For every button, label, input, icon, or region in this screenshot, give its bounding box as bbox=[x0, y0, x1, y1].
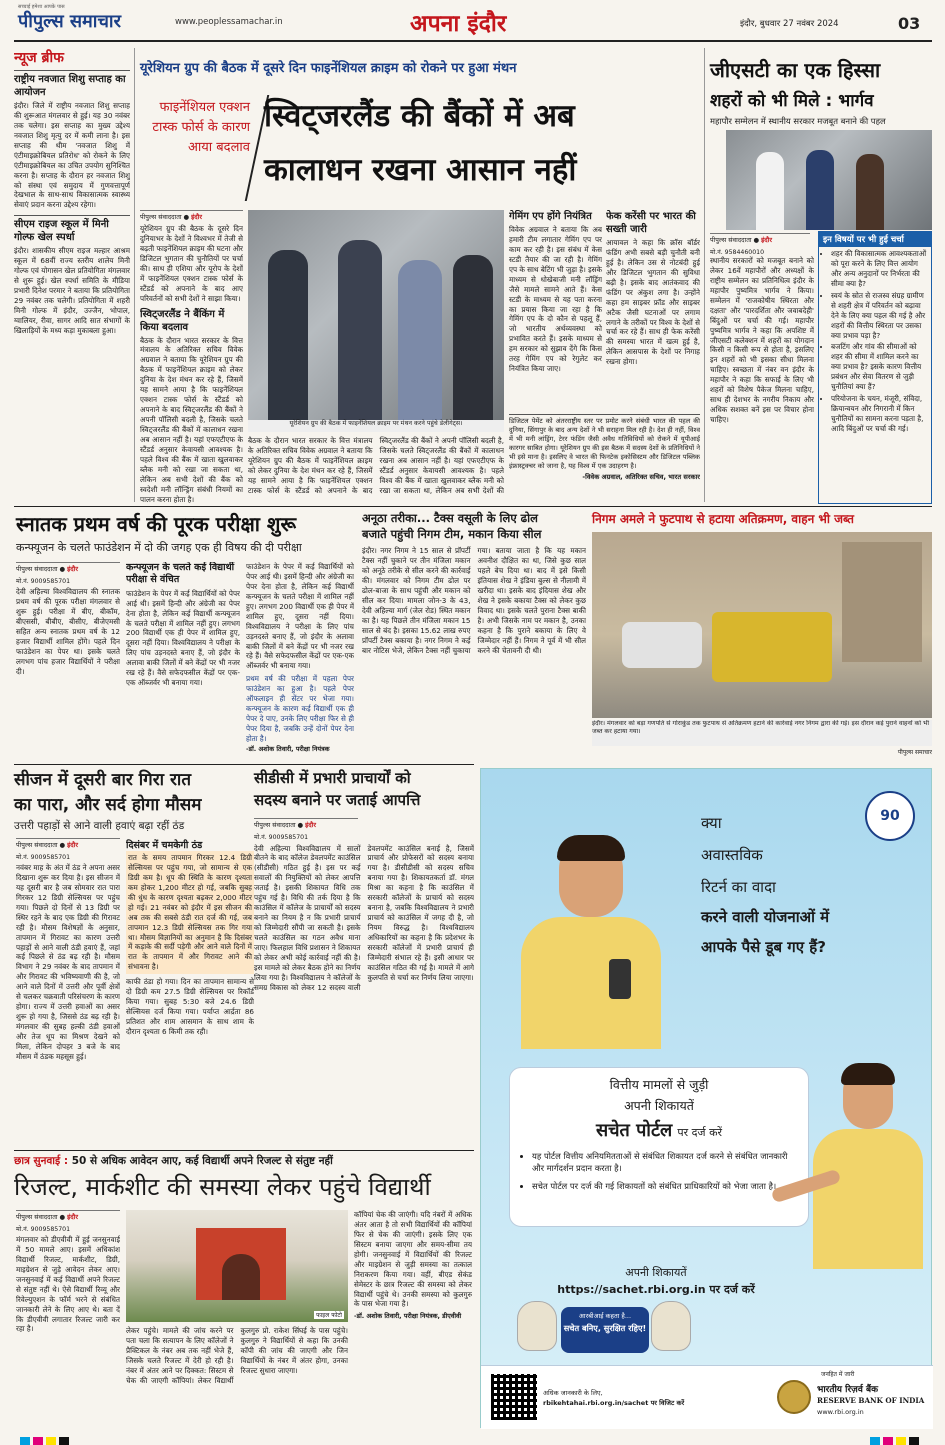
rbi-name-english: RESERVE BANK OF INDIA bbox=[817, 1396, 925, 1405]
photo-truck bbox=[712, 612, 832, 682]
sachet-box-line3-wrap bbox=[520, 1118, 798, 1142]
section-rule bbox=[14, 1150, 474, 1151]
sachet-bullets bbox=[520, 1150, 798, 1193]
main-story-quote-box bbox=[509, 414, 700, 504]
main-story-quote: डिजिटल पेमेंट को अंतरराष्ट्रीय स्तर पर प्रमोट करने संबंधी भारत की पहल की दुनिया, सिंगापुर के बाद अन्य देशों ने भी सराहना मिल रही है। देश ही नहीं, विश्व में भी मनी लांड्रिंग, टेरर फंडिंग जैसी अवैध गतिविधियों को रोकने में यूपीआई कारगर साबित होगा। यूरेशियन ग्रुप की इस बैठक में सदस्य देशों के प्रतिनिधियों ने भी इसे माना है। इसलिए वे भारत की फिनटेक इकोसिस्टम और डिजिटल पब्लिक इंफ्रास्ट्रक्चर को जाना है, यह विश्व में एक उदाहरण है। bbox=[509, 417, 700, 471]
section-rule bbox=[14, 764, 474, 765]
gst-topics-list bbox=[819, 247, 931, 434]
money-bag-right-icon bbox=[651, 1301, 691, 1351]
registration-marks-right bbox=[870, 1432, 922, 1445]
tax-body: इंदौर। नगर निगम ने 15 साल से प्रॉपर्टी टैक्स नहीं चुकाने पर तीन मंजिला मकान को अनूठे तरीके से सील करने की कार्रवाई की। मंगलवार को निगम टीम ढोल पर ढोल-बाजा के साथ पहुंची और मकान को सील कर दिया। मामला जोन-3 के 43, देवी अहिल्या मार्ग (जेल रोड) स्थित मकान का है। यह पिछले तीन मंजिला मकान 15 साल से बंद है। इसका 15.62 लाख रुपए प्रॉपर्टी टैक्स बकाया है। नगर निगम ने कई बार नोटिस भेजे, लेकिन टैक्स नहीं चुकाया गया। बताया जाता है कि यह मकान अवनीश दौक्षित का था, जिसे कुछ साल पहले बेच दिया था। बाद में इसे किसी इंतियास शेख ने इंडिया बुल्स से नीलामी में खरीदा था। इसके बाद इंदियास शेख और शेख ने इसके बकाया टैक्स को लेकर कुछ विवाद था। इसके चलते पुराना टैक्स बाकी है। अभी जिसके नाम पर मकान है, उनका कहना है कि पुराने बकाया के लिए वे जिम्मेदार नहीं हैं। निगम ने पूर्व में भी सील करने की चेतावनी दी थी। bbox=[362, 546, 586, 655]
news-brief-body-1: इंदौर। जिले में राष्ट्रीय नवजात शिशु सप्ताह की शुरूआत मंगलवार से हुई। यह 30 नवंबर तक चलेगा। इस सप्ताह का मुख्य उद्देश्य नवजात शिशु मृत्यु दर में कमी लाना है। इस सप्ताह की थीम 'नवजात शिशु में एंटीमाइक्रोबियल प्रतिरोध' को रोकने के लिए एंटीमाइक्रोबियल का उचित उपयोग सुनिश्चित करना है। सप्ताह के दौरान हर नवजात शिशु को संस्था एवं समुदाय में गुणवत्तापूर्ण देखभाल के साथ-साथ विकासात्मक स्वास्थ्य सेवाएं प्रदान करना उद्देश्य रहेगा। bbox=[14, 101, 130, 210]
news-brief-title-2: सीएम राइज स्कूल में मिनी गोल्फ खेल स्पर्धा bbox=[14, 215, 130, 244]
main-story-byline: पीपुल्स संवाददाता ● इंदौर bbox=[140, 210, 243, 221]
section-rule bbox=[14, 506, 932, 507]
rbi-url[interactable]: www.rbi.org.in bbox=[817, 1408, 864, 1416]
syndicate-story bbox=[254, 768, 474, 1148]
gst-topic-item: • शहर की विकासात्मक आवश्यकताओं को पूरा करने के लिए वित्त आयोग और अन्य अनुदानों पर निर्भरता की सीमा क्या है? bbox=[831, 249, 929, 289]
main-story-body2: विवेक अग्रवाल ने बताया कि अब हमारी टीम लगातार गेमिंग एप पर काम कर रही है। इस संबंध में केस स्टडी तैयार की जा रही है। गेमिंग एप के साथ बेटिंग भी जुड़ा है। इसके माध्यम से धोखेबाजी मनी लॉड्रिंग जैसे मामले सामने आते हैं। केस स्टडी के माध्यम से यह पता करना का प्रयास किया जा रहा है कि गेमिंग एप के दो कौन से पहलू हैं, जो भारतीय अर्थव्यवस्था को प्रभावित करते हैं। इसके माध्यम से हम सरकार को सुझाव देंगे कि किस तरह गेमिंग एप को रेगुलेट कर नियंत्रित किया जाए। bbox=[509, 225, 602, 374]
ad-footer-url[interactable]: rbikehtahai.rbi.org.in/sachet पर विजिट करें bbox=[543, 1399, 685, 1407]
main-story-intro: यूरेशियन ग्रुप की बैठक के दूसरे दिन दुनियाभर के देशों ने विश्वभर में तेजी से बढ़ती फाइनेंशियल क्राइम की घटना और डिजिटल भुगतान की चुनौतियों पर चर्चा की। साथ ही एशिया और यूरोप के देशों में फाइनेंशियल एक्शन टास्क फोर्स के स्टैंडर्ड को अपनाने के बाद आए परिवर्तनों को सभी देशों ने साझा किया। bbox=[140, 224, 243, 303]
weather-body2: काफी ठंडा हो गया। दिन का तापमान सामान्य से दो डिग्री कम 27.5 डिग्री सेल्सियस पर रिकॉर्ड किया गया। सुबह 5:30 बजे 24.6 डिग्री सेल्सियस दर्ज किया गया। पर्याप्त आर्द्रता 86 प्रतिशत और शाम आसमान के साथ शाम के दौरान दृश्यता 6 किमी तक रही। bbox=[126, 977, 254, 1036]
news-brief-body-2: इंदौर। शासकीय सीएम राइज मल्हार आश्रम स्कूल में 68वीं राज्य स्तरीय शालेय मिनी गोल्फ एवं योगासन खेल प्रतियोगिता मंगलवार से शुरू हुई। खेल स्पर्धा समिति के मीडिया प्रभारी दिनेश परमार ने बताया कि प्रतियोगिता 29 नवंबर तक चलेगी। प्रतियोगिता में शहरी मिनी गोल्फ में इंदौर, उज्जैन, भोपाल, ग्वालियर, रीवा, सागर आदि सात संभागों के खिलाड़ियों के मध्य कड़ा मुकाबला हुआ। bbox=[14, 246, 130, 335]
exam-col3 bbox=[246, 562, 354, 758]
exam-body2: फाउंडेशन के पेपर में कई विद्यार्थियों को पेपर आई थी। इसमें हिन्दी और अंग्रेजी का पेपर देना होता है, लेकिन कई विद्यार्थी कन्फ्यूजन के चलते परीक्षा में शामिल नहीं हुए। लगभग 200 विद्यार्थी एक ही पेपर में शामिल हुए, दूसरा नहीं दिया। विश्वविद्यालय ने परीक्षा के लिए पांच उड़नदस्ते बनाए हैं, जो इंदौर के अलावा बाकी जिलों में बने केंद्रों पर भी नजर रख रहे हैं। वैसे सफेदफसील केंद्रों पर एक-एक ऑब्जर्वर भी बनाया गया। bbox=[126, 588, 240, 688]
main-story-body1-start: बैठक के दौरान भारत सरकार के वित्त मंत्रालय के अतिरिक्त सचिव विवेक अग्रवाल ने बताया कि यूरेशियन ग्रुप की बैठक में फाइनेंशियल क्राइम को लेकर दुनिया के देश मंथन कर रहे हैं, जिसमें यह सामने आया है कि फाइनेंशियल एक्शन टास्क फोर्स के स्टैंडर्ड को अपनाने के बाद स्विट्जरलैंड की बैंकों ने अपनी पॉलिसी बदली है, जिसके चलते स्विट्जरलैंड की बैंकों में कालाधन रखना अब आसान नहीं है। यहां एफएटीएफ के स्टैंडर्ड अनुसार केवायसी आवश्यक है। पहले विश्व की बैंक में खाता खुलवाकर ब्लैक मनी को रखा जा सकता था, लेकिन अब सभी देशों की बैंक को स्वदेशी मनी लॉन्ड्रिंग संबंधी नियमों का पालन करना होता है। bbox=[140, 335, 243, 504]
gst-deck: महापौर सम्मेलन में स्थानीय सरकार मजबूत बनाने की पहल bbox=[710, 116, 886, 126]
exam-quote: प्रथम वर्ष की परीक्षा में पहला पेपर फाउंडेशन का हुआ है। पहले पेपर ऑफलाइन ही सेंटर पर भेजा गया। कन्फ्यूजन के कारण कई विद्यार्थी एक ही पेपर दे पाए, उनके लिए परीक्षा फिर से ही पेपर दिया है, जबकि उन्हें दोनों पेपर देना होता है। bbox=[246, 674, 354, 743]
qr-code-icon bbox=[491, 1374, 537, 1420]
ad-footer-info: अधिक जानकारी के लिए, bbox=[543, 1389, 603, 1397]
man-shirt bbox=[521, 917, 661, 1049]
exam-sub: कन्फ्यूजन के चलते कई विद्यार्थी परीक्षा से वंचित bbox=[126, 562, 235, 586]
section-title: अपना इंदौर bbox=[410, 11, 507, 37]
main-story-kicker: यूरेशियन ग्रुप की बैठक में दूसरे दिन फाइनेंशियल क्राइम को रोकने पर हुआ मंथन bbox=[140, 61, 517, 76]
sachet-bullet-2: • सचेत पोर्टल पर दर्ज की गई शिकायतों को संबंधित प्राधिकारियों को भेजा जाता है। bbox=[532, 1180, 798, 1192]
sachet-portal-name: सचेत पोर्टल bbox=[595, 1120, 673, 1141]
color-mark-cyan bbox=[20, 1437, 30, 1445]
encroach-headline: निगम अमले ने फुटपाथ से हटाया अतिक्रमण, वाहन भी जब्त bbox=[592, 512, 854, 526]
column-divider bbox=[134, 48, 135, 502]
color-mark-yellow bbox=[896, 1437, 906, 1445]
exam-story bbox=[14, 510, 354, 758]
weather-col2 bbox=[126, 838, 254, 1148]
color-mark-yellow bbox=[46, 1437, 56, 1445]
main-story-sub2: गेमिंग एप होंगे नियंत्रित bbox=[509, 211, 592, 222]
news-brief-title-1: राष्ट्रीय नवजात शिशु सप्ताह का आयोजन bbox=[14, 70, 130, 99]
gst-byline-line: पीपुल्स संवाददाता ● इंदौर bbox=[710, 233, 810, 244]
delegates-photo-caption: यूरेशियन ग्रुप की बैठक में फाइनेंशियल क्राइम पर मंथन करने पहुंचे डेलीगेट्स। bbox=[248, 420, 504, 432]
exam-byline-mobile: मो.नं. 9009585701 bbox=[16, 578, 71, 585]
result-byline: पीपुल्स संवाददाता ● इंदौर bbox=[16, 1210, 120, 1221]
exam-headline: स्नातक प्रथम वर्ष की पूरक परीक्षा शुरू bbox=[16, 512, 297, 536]
tax-headline-line1: अनूठा तरीका... टैक्स वसूली के लिए ढोल bbox=[362, 511, 538, 525]
color-mark-cyan bbox=[870, 1437, 880, 1445]
main-story-body3: आयावल ने कहा कि क्रॉस बॉर्डर फंडिंग अभी सबसे बड़ी चुनौती बनी हुई है। लेकिन उस से नोटबंदी हुई और डिजिटल भुगतान की सुविधा बढ़ी है। इसके बाद आतंकवाद की फंडिंग पर अंकुश लगा है। उन्होंने कहा हम साइबर फ्रॉड और साइबर अटैक जैसी घटनाओं पर लगाम लगाने के तरीकों पर विश्व के देशों से चर्चा कर रहे हैं। साथ ही फेक करेंसी की समस्या भारत में खत्म हुई है, लेकिन आसपास के देशों पर निगाह रखना होगा। bbox=[606, 238, 700, 367]
result-kicker-label: छात्र सुनवाई : bbox=[14, 1155, 69, 1167]
syndicate-body: देवी अहिल्या विश्वविद्यालय में सालों बीतने के बाद कॉलेज डेवलपमेंट काउंसिल (सीडीसी) गठित हुई है। इस पर कई सवालों की नियुक्तियों को लेकर आपत्ति जताई है। इसकी शिकायत विधि तक पहुंच गई है। विधि की तर्क दिया है कि काउंसिल में कॉलेज के प्राचार्यों को सदस्य बनाने का नियम है न कि प्रभारी प्राचार्य को जिम्मेदारी सौंपी जा सकती है। इसके चलते काउंसिल का गठन अवैध माना जाए। फिलहाल विधि प्रशासन ने शिकायत को लेकर अभी कोई कार्रवाई नहीं की है। इस मामले को लेकर बैठक होने का निर्णय लिया गया है। विश्वविद्यालय ने कॉलेजों के समग्र विकास को लेकर 12 सदस्य वाली डेवलपमेंट काउंसिल बनाई है, जिसमें प्राचार्य और प्रोफेसरों को सदस्य बनाया गया है। डीसीडीसी को सदस्य सचिव बनाया गया है। शिकायतकर्ता डॉ. मंगल मिश्रा का कहना है कि काउंसिल में सरकारी कॉलेजों के प्राचार्य को सदस्य बनाना है, जबकि विश्वविद्यालय ने प्रभारी प्राचार्य को काउंसिल में जगह दी है, जो नियम विरुद्ध है। विश्वविद्यालय अधिकारियों का कहना है कि प्रदेशभर के सरकारी कॉलेजों में प्रभारी प्राचार्य ही जिम्मेदारी संभाल रहे हैं। इसी आधार पर काउंसिल गठित की गई है। मामले में आगे कुलपति से चर्चा कर निर्णय लिया जाएगा। bbox=[254, 843, 474, 992]
syndicate-headline-line1: सीडीसी में प्रभारी प्राचार्यों को bbox=[254, 769, 411, 787]
result-body2: लेकर पहुंचे। मामले की जांच करने पर पता चला कि सत्यापन के लिए कॉलेजों ने प्रैक्टिकल के नंबर अब तक नहीं भेजे हैं, जिसके चलते रिजल्ट में देरी हो रही है। नंबर में अंतर आने पर दिक्कत: सिस्टम से चेक की जाएगी कॉपियां। लेकर विद्यार्थी कुलगुरु प्रो. राकेश सिंघई के पास पहुंचे। कुलगुरु ने विद्यार्थियों से कहा कि उनकी कॉपी की जांच की जाएगी और जिन विद्यार्थियों के नंबर में अंतर होगा, उनका रिजल्ट सुधारा जाएगा। bbox=[126, 1326, 348, 1385]
worried-man-illustration bbox=[521, 839, 661, 1049]
sachet-bullet-1: • यह पोर्टल वित्तीय अनियमितताओं से संबंधित शिकायत दर्ज करने से संबंधित जानकारी और मार्गदर्शन प्रदान करता है। bbox=[532, 1150, 798, 1174]
weather-headline-line1: सीजन में दूसरी बार गिरा रात bbox=[14, 770, 192, 790]
gst-body: स्थानीय सरकारों को मजबूत बनाने को लेकर 16वें महापौरों और अध्यक्षों के राष्ट्रीय सम्मेलन का प्रतिनिधित्व इंदौर के महापौर पुष्यमित्र भार्गव ने किया। सम्मेलन में 'राजकोषीय स्थिरता और दक्षता' और 'पारदर्शिता और जवाबदेही' बिंदुओं पर चर्चा की गई। महापौर पुष्यमित्र भार्गव ने कहा कि अपशिष्ट में जीएसटी कलेक्शन में शहरों का योगदान किसी न किसी रूप से होता है, इसलिए इन शहरों को भी इसका सीधा मिलना चाहिए। स्वच्छता में नंबर वन इंदौर के महापौर ने कहा कि सफाई के लिए भी शहरों को विशेष पैकेज मिलना चाहिए, साथ ही देशभर के नगरीय निकाय और अधिक सशक्त बनें इस पर विचार होना चाहिए। bbox=[710, 256, 814, 424]
main-story-body1: बैठक के दौरान भारत सरकार के वित्त मंत्रालय के अतिरिक्त सचिव विवेक अग्रवाल ने बताया कि यूरेशियन ग्रुप की बैठक में फाइनेंशियल क्राइम को लेकर दुनिया के देश मंथन कर रहे हैं, जिसमें यह सामने आया है कि फाइनेंशियल एक्शन टास्क फोर्स के स्टैंडर्ड को अपनाने के बाद स्विट्जरलैंड की बैंकों ने अपनी पॉलिसी बदली है, जिसके चलते स्विट्जरलैंड की बैंकों में कालाधन रखना अब आसान नहीं है। यहां एफएटीएफ के स्टैंडर्ड अनुसार केवायसी आवश्यक है। पहले विश्व की बैंक में खाता खुलवाकर ब्लैक मनी को रखा जा सकता था, लेकिन अब सभी देशों की bbox=[248, 436, 504, 495]
ad-question-line3: रिटर्न का वादा bbox=[701, 878, 776, 896]
tax-story bbox=[362, 510, 586, 758]
weather-byline-mobile: मो.नं. 9009585701 bbox=[16, 854, 71, 861]
photo-figure-3 bbox=[398, 260, 442, 420]
exam-deck: कन्फ्यूजन के चलते फाउंडेशन में दो की जगह एक ही विषय की दी परीक्षा bbox=[16, 541, 302, 554]
column-divider bbox=[704, 48, 705, 502]
university-photo bbox=[126, 1210, 348, 1322]
main-story-col-gaming bbox=[509, 210, 602, 410]
main-story bbox=[140, 48, 700, 504]
registration-marks bbox=[20, 1432, 72, 1445]
money-bag-left-icon bbox=[517, 1301, 557, 1351]
photo-car bbox=[622, 622, 702, 668]
ad-question-line5: आपके पैसे डूब गए हैं? bbox=[701, 938, 826, 956]
man-hair bbox=[557, 835, 625, 861]
encroach-story bbox=[592, 510, 932, 758]
sachet-cta-label: अपनी शिकायतें bbox=[625, 1266, 687, 1279]
main-story-quote-author: -विवेक अग्रवाल, अतिरिक्त सचिव, भारत सरकार bbox=[582, 472, 700, 481]
ad-question bbox=[701, 813, 921, 957]
main-story-col-currency bbox=[606, 210, 700, 410]
encroach-credit: पीपुल्स समाचार bbox=[897, 749, 932, 756]
sachet-box-line3: पर दर्ज करें bbox=[677, 1126, 723, 1139]
result-kicker-text: 50 से अधिक आवेदन आए, कई विद्यार्थी अपने रिजल्ट से संतुष्ट नहीं bbox=[71, 1155, 333, 1167]
man2-shirt bbox=[813, 1129, 923, 1269]
masthead-rule bbox=[14, 40, 932, 42]
photo-figure-2 bbox=[338, 240, 382, 420]
main-story-col1 bbox=[140, 210, 243, 504]
ad-footer bbox=[481, 1365, 933, 1429]
weather-sub: दिसंबर में चमकेगी ठंड bbox=[126, 840, 203, 851]
main-headline-line1: स्विट्जरलैंड की बैंकों में अब bbox=[264, 98, 575, 134]
news-brief-label: न्यूज ब्रीफ bbox=[14, 50, 64, 66]
gst-topics-title: इन विषयों पर भी हुई चर्चा bbox=[819, 232, 931, 247]
page-number: 03 bbox=[898, 14, 921, 33]
ad-question-line4: करने वाली योजनाओं में bbox=[701, 908, 830, 926]
gst-headline-line1: जीएसटी का एक हिस्सा bbox=[710, 58, 881, 82]
color-mark-black bbox=[909, 1437, 919, 1445]
badge-top-text: आरबीआई कहता है... bbox=[578, 1312, 632, 1320]
encroach-photo bbox=[592, 532, 932, 718]
exam-body2-cont: फाउंडेशन के पेपर में कई विद्यार्थियों को पेपर आई थी। इसमें हिन्दी और अंग्रेजी का पेपर देना होता है, लेकिन कई विद्यार्थी कन्फ्यूजन के चलते परीक्षा में शामिल नहीं हुए। लगभग 200 विद्यार्थी एक ही पेपर में शामिल हुए, दूसरा नहीं दिया। विश्वविद्यालय ने परीक्षा के लिए पांच उड़नदस्ते बनाए हैं, जो इंदौर के अलावा बाकी जिलों में बने केंद्रों पर भी नजर रख रहे हैं। वैसे सफेदफसील केंद्रों पर एक-एक ऑब्जर्वर भी बनाया गया। bbox=[246, 562, 354, 671]
exam-col1 bbox=[16, 562, 120, 758]
gst-topics-box bbox=[818, 231, 932, 504]
university-photo-caption: फाइल फोटो bbox=[316, 1312, 342, 1319]
main-headline-line2: कालाधन रखना आसान नहीं bbox=[264, 152, 577, 188]
exam-byline: पीपुल्स संवाददाता ● इंदौर bbox=[16, 562, 120, 573]
phone-icon bbox=[609, 959, 631, 999]
exam-quote-author: -डॉ. अशोक तिवारी, परीक्षा नियंत्रक bbox=[246, 744, 330, 753]
main-story-body1-columns bbox=[248, 436, 504, 504]
encroach-caption: इंदौर। मंगलवार को बड़ा गणपति से गोराकुंड तक फुटपाथ से अतिक्रमण हटाने की कार्रवाई नगर निगम द्वारा की गई। इस दौरान कई पुराने वाहनों को भी जब्त कर हटाया गया। bbox=[592, 720, 932, 746]
gst-byline bbox=[710, 233, 810, 256]
main-story-sub3: फेक करेंसी पर भारत की सख्ती जारी bbox=[606, 211, 696, 235]
gst-headline-line2: शहरों को भी मिले : भार्गव bbox=[710, 91, 874, 111]
website-url: www.peoplessamachar.in bbox=[175, 17, 283, 27]
rbi-name-hindi: भारतीय रिज़र्व बैंक bbox=[817, 1385, 879, 1395]
result-quote-author: -डॉ. अशोक तिवारी, परीक्षा नियंत्रक, डीएवीवी bbox=[354, 1312, 462, 1321]
main-story-sub1: स्विट्जरलैंड ने बैंकिंग में किया बदलाव bbox=[140, 308, 225, 333]
photo-figure-1 bbox=[268, 250, 308, 420]
weather-col1 bbox=[16, 838, 120, 1148]
result-col1 bbox=[16, 1210, 120, 1428]
rbi-90-years-logo: 90 bbox=[865, 791, 915, 841]
rbi-slogan-badge bbox=[561, 1307, 649, 1353]
photo-building bbox=[842, 542, 922, 662]
gst-byline-mobile: मो.नं. 9584460010 bbox=[710, 249, 765, 256]
weather-body: नवंबर माह के अंत में ठंड ने अपना असर दिखाना शुरू कर दिया है। इस सीजन में यह दूसरी बार है जब सोमवार रात पारा गिरकर 12 डिग्री सेल्सियस पर पहुंच गया। पिछले दो दिनों से 13 डिग्री पर स्थिर रहने के बाद एक डिग्री की गिरावट रही है। मौसम विशेषज्ञों के अनुसार, तापमान में गिरावट का कारण उत्तरी पहाड़ों से आने वाली ठंडी हवाएं हैं, जहां कई पिछले से ठंड बढ़ रही है। मौसम विभाग ने 29 नवंबर के बाद तापमान में और गिरावट की भविष्यवाणी की है, जो आने वाले दिनों में उत्तरी और पूर्वी क्षेत्रों से चलकर चक्रवाती परिसंचरण के कारण होगा। राज्य में उत्तरी हवाओं का असर शुरू हो गया है, जिससे ठंड बढ़ रही है। मंगलवार की सुबह हल्की ठंडी हवाओं और तेज धूप का मिश्रण देखने को मिला, लेकिन दोपहर 3 बजे के बाद मौसम में ठंडक महसूस हुई। bbox=[16, 863, 120, 1061]
mayors-conference-photo bbox=[726, 130, 932, 230]
newspaper-logo: पीपुल्स समाचार bbox=[18, 11, 121, 32]
ad-question-line1: क्या bbox=[701, 814, 722, 832]
news-brief-column bbox=[14, 48, 130, 502]
rbi-issuer-note: जनहित में जारी bbox=[821, 1371, 855, 1378]
pointing-man-illustration bbox=[791, 1039, 923, 1269]
rbi-seal-icon bbox=[777, 1380, 811, 1414]
ad-question-line2: अवास्तविक bbox=[701, 846, 763, 864]
photo-gate-arch bbox=[222, 1254, 260, 1300]
result-headline: रिजल्ट, मार्कशीट की समस्या लेकर पहुंचे विद्यार्थी bbox=[14, 1173, 431, 1201]
gst-topic-item: • परियोजना के चयन, मंजूरी, संविदा, क्रियान्वयन और निगरानी में किन चुनौतियों का सामना करना पड़ता है, आदि बिंदुओं पर चर्चा की गई। bbox=[831, 394, 929, 434]
masthead bbox=[0, 0, 945, 42]
tax-body-columns bbox=[362, 546, 586, 754]
color-mark-black bbox=[59, 1437, 69, 1445]
color-mark-magenta bbox=[883, 1437, 893, 1445]
exam-body: देवी अहिल्या विश्वविद्यालय की स्नातक प्रथम वर्ष की पूरक परीक्षा मंगलवार से शुरू हुई। परीक्षा में बीए, बीकॉम, बीएससी, बीबीए, बीसीए, बीजेएमसी सहित अन्य स्नातक प्रथम वर्ष के 12 हजार विद्यार्थी शामिल होंगे। पहले दिन फाउंडेशन का पेपर था। इसके चलते लगभग पांच हजार विद्यार्थियों ने परीक्षा दी। bbox=[16, 587, 120, 676]
photo-figure-4 bbox=[453, 255, 493, 420]
dateline: इंदौर, बुधवार 27 नवंबर 2024 bbox=[740, 19, 839, 29]
weather-byline: पीपुल्स संवाददाता ● इंदौर bbox=[16, 838, 120, 849]
gst-topic-item: • स्वयं के स्रोत से राजस्व संग्रह ग्रामीण से शहरी क्षेत्र में परिवर्तन को बढ़ावा देने के लिए क्या पहल की गई है और शहरों की वित्तीय स्थिरता पर उसका क्या प्रभाव पड़ा है? bbox=[831, 291, 929, 341]
sachet-box-line1: वित्तीय मामलों से जुड़ी bbox=[609, 1077, 709, 1092]
sachet-box-line2: अपनी शिकायतें bbox=[624, 1098, 694, 1113]
weather-deck: उत्तरी पहाड़ों से आने वाली हवाएं बढ़ा रहीं ठंड bbox=[14, 820, 185, 833]
badge-main-text: सचेत बनिए, सुरक्षित रहिए! bbox=[563, 1323, 647, 1333]
rbi-advertisement bbox=[480, 768, 932, 1428]
delegates-photo bbox=[248, 210, 504, 420]
syndicate-body-columns bbox=[254, 844, 474, 1144]
syndicate-byline: पीपुल्स संवाददाता ● इंदौर bbox=[254, 818, 358, 829]
photo-figure-mayor bbox=[756, 152, 784, 230]
sachet-info-box bbox=[509, 1067, 809, 1227]
result-kicker bbox=[14, 1154, 474, 1168]
sachet-cta bbox=[511, 1265, 801, 1297]
man2-hair bbox=[841, 1063, 895, 1085]
sachet-cta-url[interactable]: https://sachet.rbi.org.in पर दर्ज करें bbox=[557, 1283, 755, 1296]
result-body3: कॉपियां चेक की जाएंगी। यदि नंबरों में अधिक अंतर आता है तो सभी विद्यार्थियों की कॉपियां फिर से चेक की जाएंगी। इसके लिए एक सिस्टम बनाया जाएगा और समय-सीमा तय होगी। जनसुनवाई में विद्यार्थियों की रिजल्ट और माइग्रेशन से जुड़ी समस्या का तत्काल निराकरण किया गया। वहीं, बीएड सेकंड सेमेस्टर के छात्र रिजल्ट की समस्या को लेकर विद्यार्थी पहुंचे थे। उनकी समस्या को कुलगुरु के पास भेजा गया है। bbox=[354, 1210, 472, 1309]
exam-col2 bbox=[126, 562, 240, 758]
photo-figure-6 bbox=[856, 154, 884, 230]
result-body: मंगलवार को डीएवीवी में हुई जनसुनवाई में 50 मामले आए। इसमें अधिकांश विद्यार्थी रिजल्ट, मार्कशीट, डिग्री, माइग्रेशन से जुड़े आवेदन लेकर आए। जनसुनवाई में कई विद्यार्थी अपने रिजल्ट से संतुष्ट नहीं थे। ऐसे विद्यार्थी रिव्यू और रिवेल्युएशन के फॉर्म भरने से संबंधित जानकारी लेने के लिए आए थे। बता दें कि डीएवीवी लगातार रिजल्ट जारी कर रहा है। bbox=[16, 1235, 120, 1334]
syndicate-byline-mobile: मो.नं. 9009585701 bbox=[254, 833, 309, 841]
weather-story bbox=[14, 768, 254, 1148]
result-byline-mobile: मो.नं. 9009585701 bbox=[16, 1226, 71, 1233]
weather-headline-line2: का पारा, और सर्द होगा मौसम bbox=[14, 794, 202, 815]
syndicate-headline-line2: सदस्य बनाने पर जताई आपत्ति bbox=[254, 790, 421, 809]
result-body2-columns bbox=[126, 1326, 348, 1428]
main-story-side-deck: फाइनेंशियल एक्शन टास्क फोर्स के कारण आया बदलाव bbox=[152, 100, 250, 156]
gst-story bbox=[708, 48, 932, 504]
result-col4 bbox=[354, 1210, 472, 1428]
weather-sub-body: रात के समय तापमान गिरकर 12.4 डिग्री सेल्सियस पर पहुंच गया, जो सामान्य से एक डिग्री कम है। धूप की स्थिति के कारण दृश्यता कम होकर 1,200 मीटर हो गई, जबकि सुबह की धुंध के कारण दृश्यता बढ़कर 2,000 मीटर हो गई। 21 नवंबर को इंदौर में इस सीजन की अब तक की सबसे ठंडी रात दर्ज की गई, जब तापमान 12.3 डिग्री सेल्सियस तक गिर गया था। मौसम विज्ञानियों का अनुमान है कि दिसंबर में कड़ाके की सर्दी पड़ेगी और आने वाले दिनों में रात के तापमान में और गिरावट आने की संभावना है। bbox=[126, 851, 254, 974]
tax-headline-line2: बजाते पहुंची निगम टीम, मकान किया सील bbox=[362, 527, 542, 542]
newspaper-tagline: सच्चाई हमेशा आपके पास bbox=[18, 4, 65, 10]
gst-topic-item: • बजटिंग और गांव की सीमाओं को शहर की सीमा में शामिल करने का क्या प्रभाव है? इसके कारण वित्तीय प्रबंधन और सेवा वितरण से जुड़ी चुनौतियां क्या हैं? bbox=[831, 342, 929, 392]
result-story bbox=[14, 1154, 474, 1428]
photo-figure-5 bbox=[806, 150, 834, 230]
color-mark-magenta bbox=[33, 1437, 43, 1445]
